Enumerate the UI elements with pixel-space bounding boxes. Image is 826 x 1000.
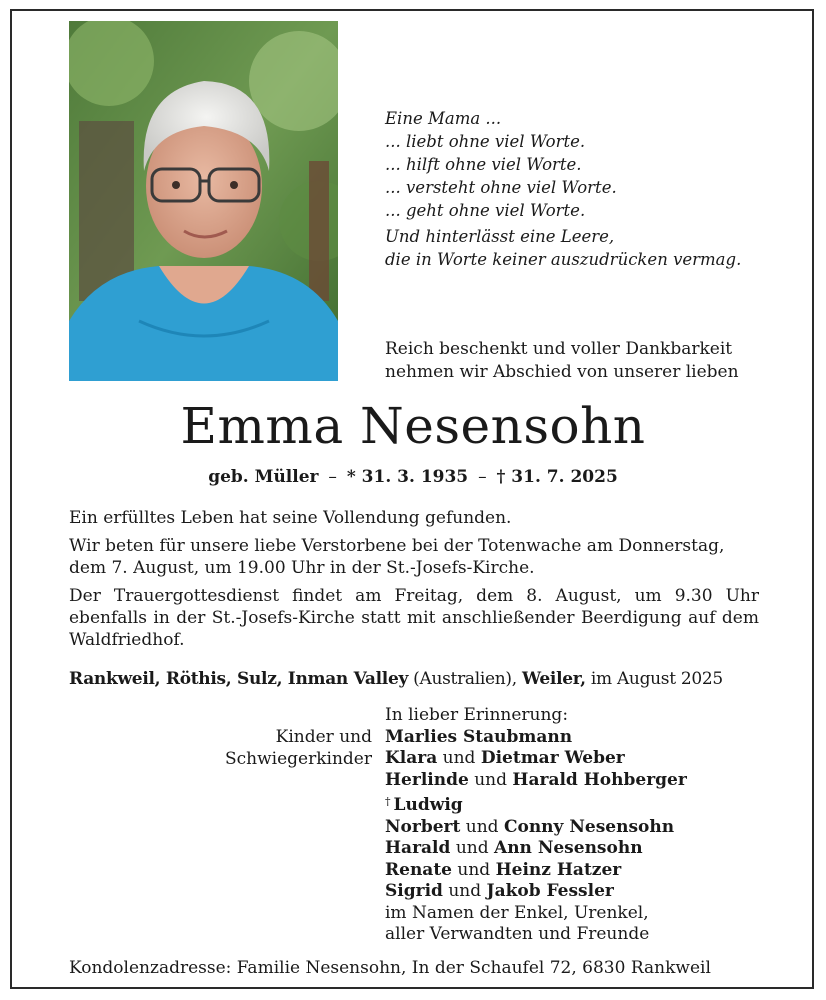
places-date: im August 2025 bbox=[590, 669, 723, 689]
member-name: Ann Nesensohn bbox=[494, 838, 643, 858]
family-member bbox=[385, 881, 687, 903]
family-member bbox=[385, 770, 687, 792]
family-member bbox=[385, 727, 687, 749]
maiden-name: geb. Müller bbox=[208, 467, 319, 487]
family-member bbox=[385, 817, 687, 839]
member-name: Harald Hohberger bbox=[512, 769, 687, 790]
and-word: und bbox=[455, 838, 489, 858]
cross-icon: † bbox=[385, 795, 391, 808]
member-name: Ludwig bbox=[393, 795, 463, 815]
and-word: und bbox=[448, 881, 482, 901]
member-name: Renate bbox=[385, 859, 452, 880]
places-bold: Weiler, bbox=[521, 669, 586, 689]
birth-date: 31. 3. 1935 bbox=[361, 467, 469, 487]
separator: – bbox=[478, 467, 487, 487]
family-header: In lieber Erinnerung: bbox=[385, 705, 569, 725]
family-member bbox=[385, 748, 687, 770]
and-word: und bbox=[465, 816, 499, 837]
member-name: Jakob Fessler bbox=[486, 881, 614, 901]
condolence-address: Kondolenzadresse: Familie Nesensohn, In der Schaufel 72, 6830 Rankweil bbox=[69, 958, 711, 978]
member-name: Norbert bbox=[385, 816, 461, 837]
deceased-name: Emma Nesensohn bbox=[180, 397, 646, 455]
poem-line: ... hilft ohne viel Worte. bbox=[385, 155, 582, 174]
family-member bbox=[385, 838, 687, 860]
member-name: Klara bbox=[385, 748, 438, 768]
poem-line: ... geht ohne viel Worte. bbox=[385, 201, 586, 220]
intro-line: nehmen wir Abschied von unserer lieben bbox=[385, 362, 739, 382]
relation-line: Schwiegerkinder bbox=[225, 748, 372, 769]
places-line bbox=[69, 667, 759, 691]
member-name: Sigrid bbox=[385, 881, 443, 901]
member-name: Conny Nesensohn bbox=[503, 816, 675, 837]
relation-label bbox=[190, 727, 372, 770]
places-bold: Rankweil, Röthis, Sulz, Inman Valley bbox=[69, 669, 409, 689]
and-word: und bbox=[457, 859, 491, 880]
member-name: Herlinde bbox=[385, 769, 469, 790]
paragraph-funeral: Der Trauergottesdienst findet am Freitag, dem 8. August, um 9.30 Uhr ebenfalls in der St.-Josefs-Kirche statt mit anschließender Beerdigung auf dem Waldfriedhof. bbox=[69, 586, 759, 650]
separator: – bbox=[328, 467, 337, 487]
life-dates bbox=[0, 465, 826, 489]
family-list bbox=[385, 705, 687, 946]
died-symbol: † bbox=[496, 467, 506, 487]
member-name: Marlies Staubmann bbox=[385, 726, 573, 747]
poem-line: ... liebt ohne viel Worte. bbox=[385, 132, 586, 151]
family-footer: aller Verwandten und Freunde bbox=[385, 924, 650, 944]
paragraph-vigil: Wir beten für unsere liebe Verstorbene bei der Totenwache am Donnerstag, dem 7. August, um 19.00 Uhr in der St.-Josefs-Kirche. bbox=[69, 536, 725, 578]
places-country: (Australien), bbox=[413, 669, 517, 689]
paragraph-fulfilled-life: Ein erfülltes Leben hat seine Vollendung gefunden. bbox=[69, 508, 512, 528]
and-word: und bbox=[442, 748, 476, 768]
intro-line: Reich beschenkt und voller Dankbarkeit bbox=[385, 339, 733, 359]
family-footer: im Namen der Enkel, Urenkel, bbox=[385, 902, 649, 923]
member-name: Heinz Hatzer bbox=[495, 859, 622, 880]
family-member bbox=[385, 791, 687, 817]
portrait-photo bbox=[69, 21, 338, 381]
poem-line: die in Worte keiner auszudrücken vermag. bbox=[385, 250, 742, 269]
and-word: und bbox=[474, 769, 508, 790]
poem-line: Und hinterlässt eine Leere, bbox=[385, 227, 615, 246]
relation-line: Kinder und bbox=[275, 727, 372, 747]
born-symbol: * bbox=[346, 467, 356, 487]
death-date: 31. 7. 2025 bbox=[511, 467, 618, 487]
poem-line: Eine Mama ... bbox=[385, 109, 502, 128]
member-name: Harald bbox=[385, 838, 451, 858]
poem bbox=[385, 107, 741, 271]
member-name: Dietmar Weber bbox=[480, 748, 625, 768]
intro-text bbox=[385, 338, 739, 384]
family-member bbox=[385, 860, 687, 882]
poem-line: ... versteht ohne viel Worte. bbox=[385, 178, 617, 197]
